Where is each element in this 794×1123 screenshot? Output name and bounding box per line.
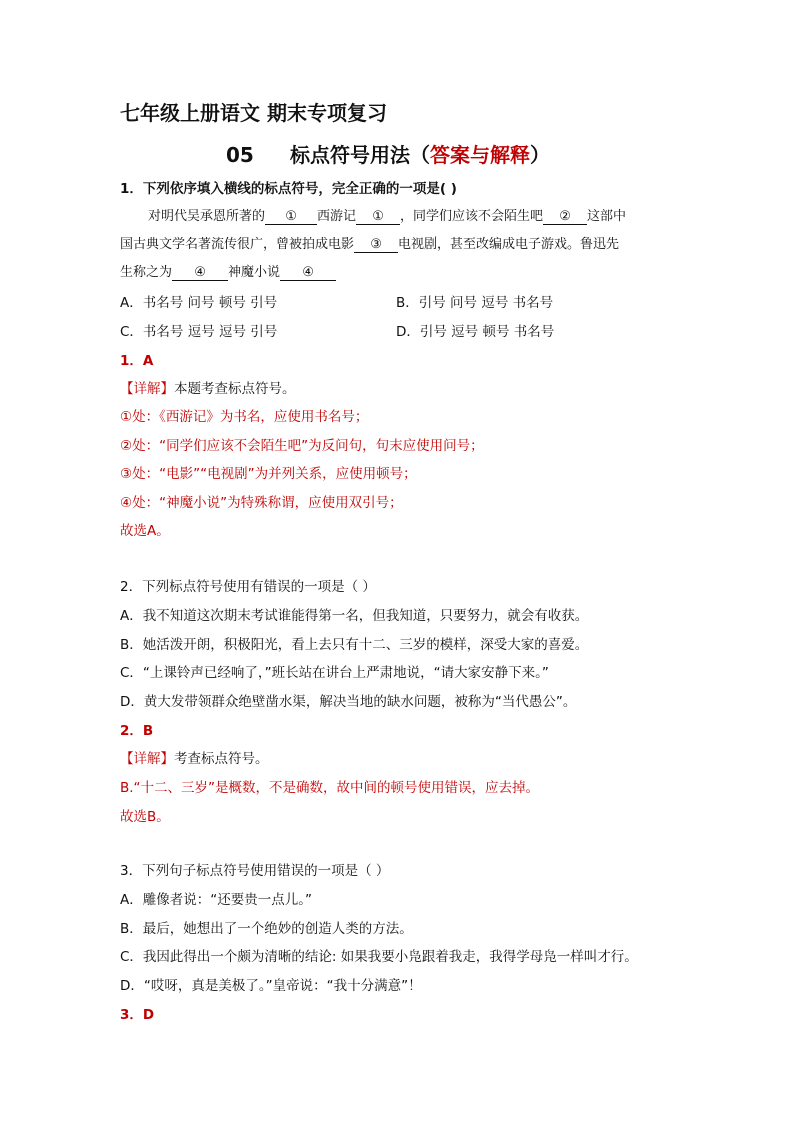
blank-4: ④ (172, 264, 228, 281)
q2-detail-intro: 【详解】考查标点符号。 (120, 751, 269, 767)
q1-option-a: A．书名号 问号 顿号 引号 (120, 295, 278, 311)
blank-3: ③ (354, 236, 398, 253)
section-title: 标点符号用法 (290, 143, 410, 167)
q1-passage-line-2: 国古典文学名著流传很广，曾被拍成电影 ③ 电视剧，甚至改编成电子游戏。鲁迅先 (120, 237, 620, 252)
paren-open: （ (410, 143, 430, 167)
q1-passage-line-3: 生称之为 ④ 神魔小说 ④ (120, 264, 336, 282)
blank-1b: ① (356, 208, 400, 225)
q3-option-a: A．雕像者说：“还要贵一点儿。” (120, 892, 312, 908)
q2-option-a: A．我不知道这次期末考试谁能得第一名，但我知道，只要努力，就会有收获。 (120, 608, 589, 624)
blank-1: ① (265, 208, 317, 225)
q3-option-d: D．“哎呀，真是美极了。”皇帝说：“我十分满意”！ (120, 978, 422, 994)
q2-conclusion: 故选B。 (120, 809, 170, 825)
q1-option-b: B．引号 问号 逗号 书名号 (396, 295, 554, 311)
paren-close: ） (530, 143, 550, 167)
answer-explanation-label: 答案与解释 (430, 143, 530, 167)
q2-detail: B.“十二、三岁”是概数，不是确数，故中间的顿号使用错误，应去掉。 (120, 780, 540, 796)
q2-option-b: B．她活泼开朗，积极阳光，看上去只有十二、三岁的模样，深受大家的喜爱。 (120, 637, 589, 653)
blank-2: ② (543, 208, 587, 225)
q3-option-b: B．最后，她想出了一个绝妙的创造人类的方法。 (120, 921, 413, 937)
q2-option-c: C．“上课铃声已经响了，”班长站在讲台上严肃地说，“请大家安静下来。” (120, 665, 549, 681)
q2-stem: 2．下列标点符号使用有错误的一项是（ ） (120, 579, 376, 595)
q1-detail-2: ②处：“同学们应该不会陌生吧”为反问句，句末应使用问号； (120, 438, 484, 454)
q1-option-d: D．引号 逗号 顿号 书名号 (396, 324, 555, 340)
blank-4b: ④ (280, 264, 336, 281)
q3-stem: 3．下列句子标点符号使用错误的一项是（ ） (120, 863, 390, 879)
q1-answer: 1．A (120, 353, 154, 369)
document-title: 七年级上册语文 期末专项复习 (120, 101, 387, 125)
q1-passage-line-1: 对明代吴承恩所著的 ① 西游记 ① ，同学们应该不会陌生吧 ② 这部中 (148, 209, 627, 224)
q2-option-d: D．黄大发带领群众绝壁凿水渠，解决当地的缺水问题，被称为“当代愚公”。 (120, 694, 577, 710)
q1-option-c: C．书名号 逗号 逗号 引号 (120, 324, 278, 340)
q1-detail-1: ①处：《西游记》为书名，应使用书名号； (120, 409, 369, 425)
q1-stem: 1．下列依序填入横线的标点符号，完全正确的一项是( ) (120, 181, 457, 197)
q2-answer: 2．B (120, 723, 154, 739)
q3-option-c: C．我因此得出一个颇为清晰的结论: 如果我要小凫跟着我走，我得学母凫一样叫才行。 (120, 949, 638, 965)
q1-detail-4: ④处：“神魔小说”为特殊称谓，应使用双引号； (120, 495, 403, 511)
q3-answer: 3．D (120, 1007, 155, 1023)
section-number: 05 (226, 143, 254, 167)
q1-detail-intro: 【详解】本题考查标点符号。 (120, 381, 296, 397)
q1-conclusion: 故选A。 (120, 523, 170, 539)
q1-detail-3: ③处：“电影”“电视剧”为并列关系，应使用顿号； (120, 466, 417, 482)
section-heading (226, 139, 550, 168)
